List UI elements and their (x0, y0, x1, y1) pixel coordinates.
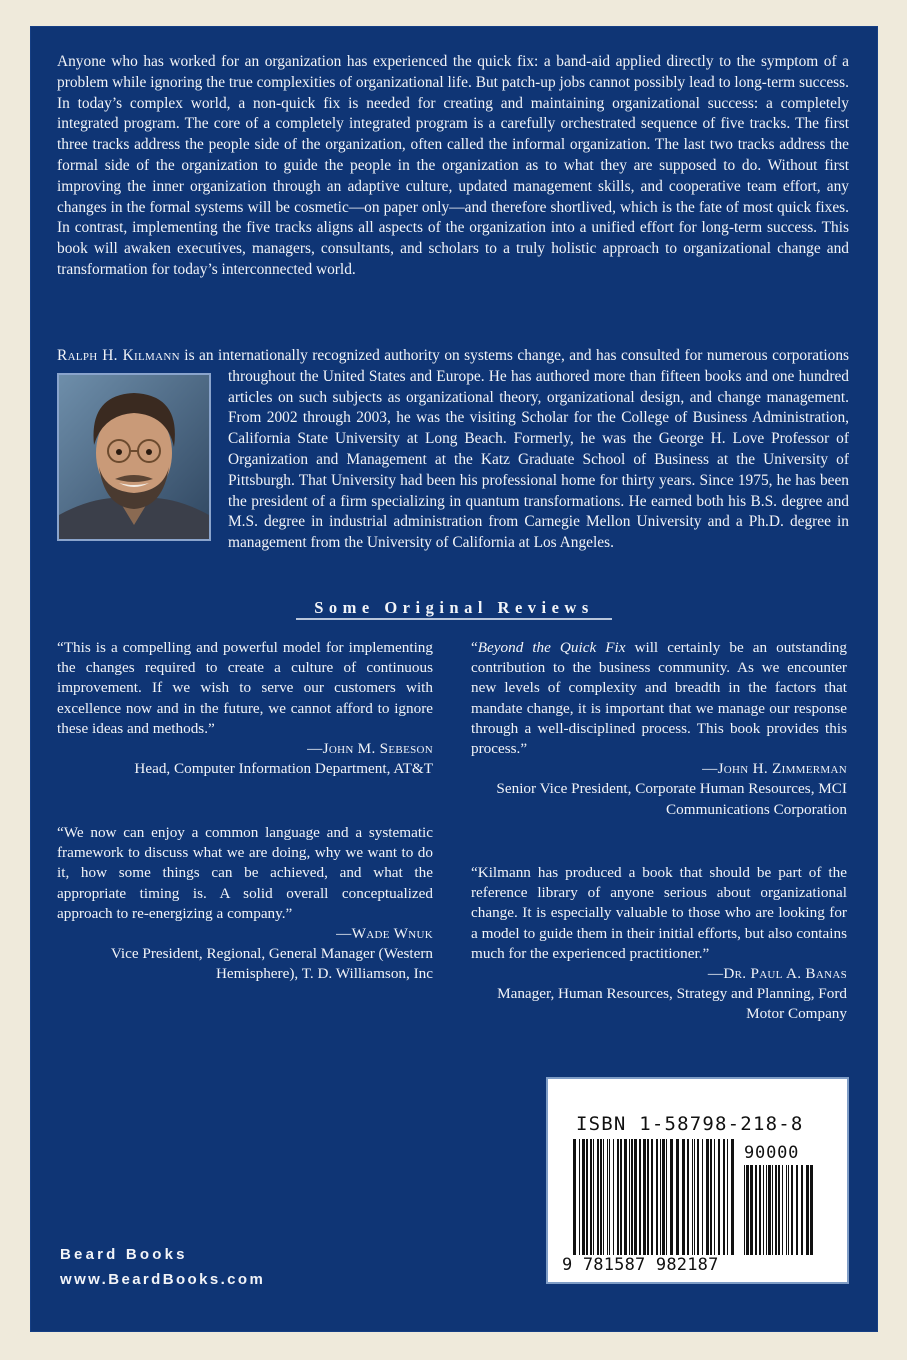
barcode-bar (613, 1139, 614, 1255)
barcode-bar (778, 1165, 780, 1255)
barcode-bar (786, 1165, 787, 1255)
barcode-bar (763, 1165, 764, 1255)
barcode-bar (617, 1139, 619, 1255)
barcode-bar (687, 1139, 689, 1255)
barcode-bar (810, 1165, 813, 1255)
barcode-bar (609, 1139, 610, 1255)
barcode-bar (692, 1139, 693, 1255)
addon-barcode (744, 1165, 814, 1255)
barcode-bar (750, 1165, 753, 1255)
barcode-bar (629, 1139, 630, 1255)
review-affiliation: Senior Vice President, Corporate Human Resources, MCI Communications Corporation (496, 780, 847, 818)
barcode-bar (593, 1139, 594, 1255)
review-quote: “We now can enjoy a common language and a systematic framework to discuss what we are doing, why we want to do it, how some things can be achieved, and what the appropriate timing is. A solid overall conceptualized approach to re-energizing a company.” (57, 824, 433, 922)
barcode-bar (666, 1139, 667, 1255)
barcode-panel (546, 1077, 849, 1284)
barcode-bar (744, 1165, 745, 1255)
barcode-bar (634, 1139, 637, 1255)
barcode-bar (682, 1139, 685, 1255)
barcode-bar (710, 1139, 712, 1255)
author-bio (57, 346, 849, 554)
barcode-bar (731, 1139, 734, 1255)
barcode-bar (782, 1165, 783, 1255)
barcode-bar (727, 1139, 728, 1255)
barcode-bar (759, 1165, 761, 1255)
author-portrait-illustration (59, 375, 209, 539)
barcode-bar (796, 1165, 798, 1255)
barcode-bar (768, 1165, 771, 1255)
author-photo (57, 373, 211, 541)
barcode-bar (718, 1139, 720, 1255)
review-affiliation: Vice President, Regional, General Manager (Western Hemisphere), T. D. Williamson, Inc (110, 945, 433, 983)
barcode-bar (772, 1165, 773, 1255)
barcode-bar (603, 1139, 604, 1255)
review-banas (471, 863, 847, 1025)
ean-digits: 9 781587 982187 (562, 1255, 719, 1275)
review-quote (471, 638, 847, 759)
isbn-label: ISBN 1-58798-218-8 (576, 1113, 804, 1135)
review-sebeson (57, 638, 433, 779)
barcode-bar (573, 1139, 576, 1255)
barcode-bar (775, 1165, 777, 1255)
review-quote-text: will certainly be an outstanding contribution to the business community. As we encounter new levels of complexity and breadth in the factors that mandate change, it is important that we manage our response through a well-disciplined process. This book provides this process.” (471, 639, 847, 758)
barcode-bar (651, 1139, 653, 1255)
barcode-bar (702, 1139, 703, 1255)
review-zimmerman (471, 638, 847, 820)
review-quote: “This is a compelling and powerful model for implementing the changes required to create a culture of continuous improvement. If we wish to serve our customers with excellence now and in the future, we cannot afford to ignore these ideas and methods.” (57, 639, 433, 737)
barcode-bar (766, 1165, 767, 1255)
reviews-heading-rule (296, 618, 612, 620)
barcode-bar (660, 1139, 661, 1255)
book-blurb: Anyone who has worked for an organization has experienced the quick fix: a band-aid applied directly to the symptom of a problem while ignoring the true complexities of organizational life. But patch-up jobs cannot possibly lead to long-term success. In today’s complex world, a non-quick fix is needed for creating and maintaining organizational success: a completely integrated program. The core of a completely integrated program is a carefully orchestrated sequence of five tracks. The first three tracks address the people side of the organization, often called the informal organization. The last two tracks address the formal side of the organization to guide the people in the organization as to what they are supposed to do. Without first improving the inner organization through an adaptive culture, updated management skills, and cooperative team effort, any changes in the formal systems will be cosmetic—on paper only—and therefore shortlived, which is the fate of most quick fixes. In contrast, implementing the five tracks aligns all aspects of the organization into a unified effort for long-term success. This book will awaken executives, managers, consultants, and scholars to a truly holistic approach to organizational change and transformation for today’s interconnected world. (57, 53, 849, 278)
barcode-bar (624, 1139, 627, 1255)
barcode-bar (600, 1139, 602, 1255)
publisher-name: Beard Books (60, 1246, 188, 1263)
barcode-bar (656, 1139, 658, 1255)
barcode-bar (714, 1139, 715, 1255)
price-code: 90000 (744, 1143, 800, 1163)
barcode-bar (662, 1139, 665, 1255)
barcode-bar (590, 1139, 592, 1255)
barcode-bar (670, 1139, 673, 1255)
barcode-bar (643, 1139, 646, 1255)
publisher-info (60, 1246, 265, 1288)
barcode-bar (631, 1139, 633, 1255)
publisher-url: www.BeardBooks.com (60, 1271, 266, 1288)
barcode-bar (697, 1139, 699, 1255)
author-bio-intro: is an internationally recognized authority on systems change, and has consulted for numerous corporations throughout the United States and Europe. He has authored more than fifteen books and one (179, 347, 849, 385)
barcode-bar (694, 1139, 695, 1255)
barcode-bar (620, 1139, 622, 1255)
review-author: —Wade Wnuk (336, 925, 433, 943)
barcode-bar (597, 1139, 599, 1255)
barcode-bar (723, 1139, 725, 1255)
barcode-bar (647, 1139, 649, 1255)
review-wnuk (57, 823, 433, 985)
barcode-bar (639, 1139, 641, 1255)
barcode-bar (676, 1139, 679, 1255)
review-affiliation: Manager, Human Resources, Strategy and Planning, Ford Motor Company (497, 985, 847, 1023)
barcode-bar (801, 1165, 803, 1255)
review-author: —John H. Zimmerman (702, 760, 847, 778)
review-author: —John M. Sebeson (307, 740, 433, 758)
reviews-heading: Some Original Reviews (314, 598, 594, 617)
review-affiliation: Head, Computer Information Department, AT&T (134, 760, 433, 778)
barcode-bar (788, 1165, 789, 1255)
barcode-bar (586, 1139, 588, 1255)
barcode-bar (791, 1165, 793, 1255)
review-quote: “Kilmann has produced a book that should be part of the reference library of anyone serious about organizational change. It is especially valuable to those who are looking for a model to guide them in their initial efforts, but also contains much for the experienced practitioner.” (471, 864, 847, 962)
barcode-bar (582, 1139, 585, 1255)
barcode-bar (755, 1165, 757, 1255)
barcode-bar (806, 1165, 809, 1255)
barcode-bar (746, 1165, 749, 1255)
ean-barcode (573, 1139, 737, 1255)
author-name: Ralph H. Kilmann (57, 347, 180, 364)
review-quote-open: “ (471, 639, 478, 656)
review-quote-book-title: Beyond the Quick Fix (477, 639, 626, 656)
review-author: —Dr. Paul A. Banas (707, 965, 847, 983)
barcode-bar (607, 1139, 608, 1255)
barcode-bar (706, 1139, 709, 1255)
author-bio-rest: hundred articles on such subjects as organizational theory, organizational design, and change management. From 2002 through 2003, he was the visiting Scholar for the College of Business Administration, California State University at Long Beach. Formerly, he was the George H. Love Professor of Organization and Management at the Katz Graduate School of Business at the University of Pittsburgh. That University had been his professional home for thirty years. Since 1975, he has been the president of a firm specializing in quantum transformations. He earned both his B.S. degree and M.S. degree in industrial administration from Carnegie Mellon University and a Ph.D. degree in management from the University of California at Los Angeles. (228, 367, 849, 552)
barcode-bar (579, 1139, 580, 1255)
back-cover (30, 26, 878, 1332)
